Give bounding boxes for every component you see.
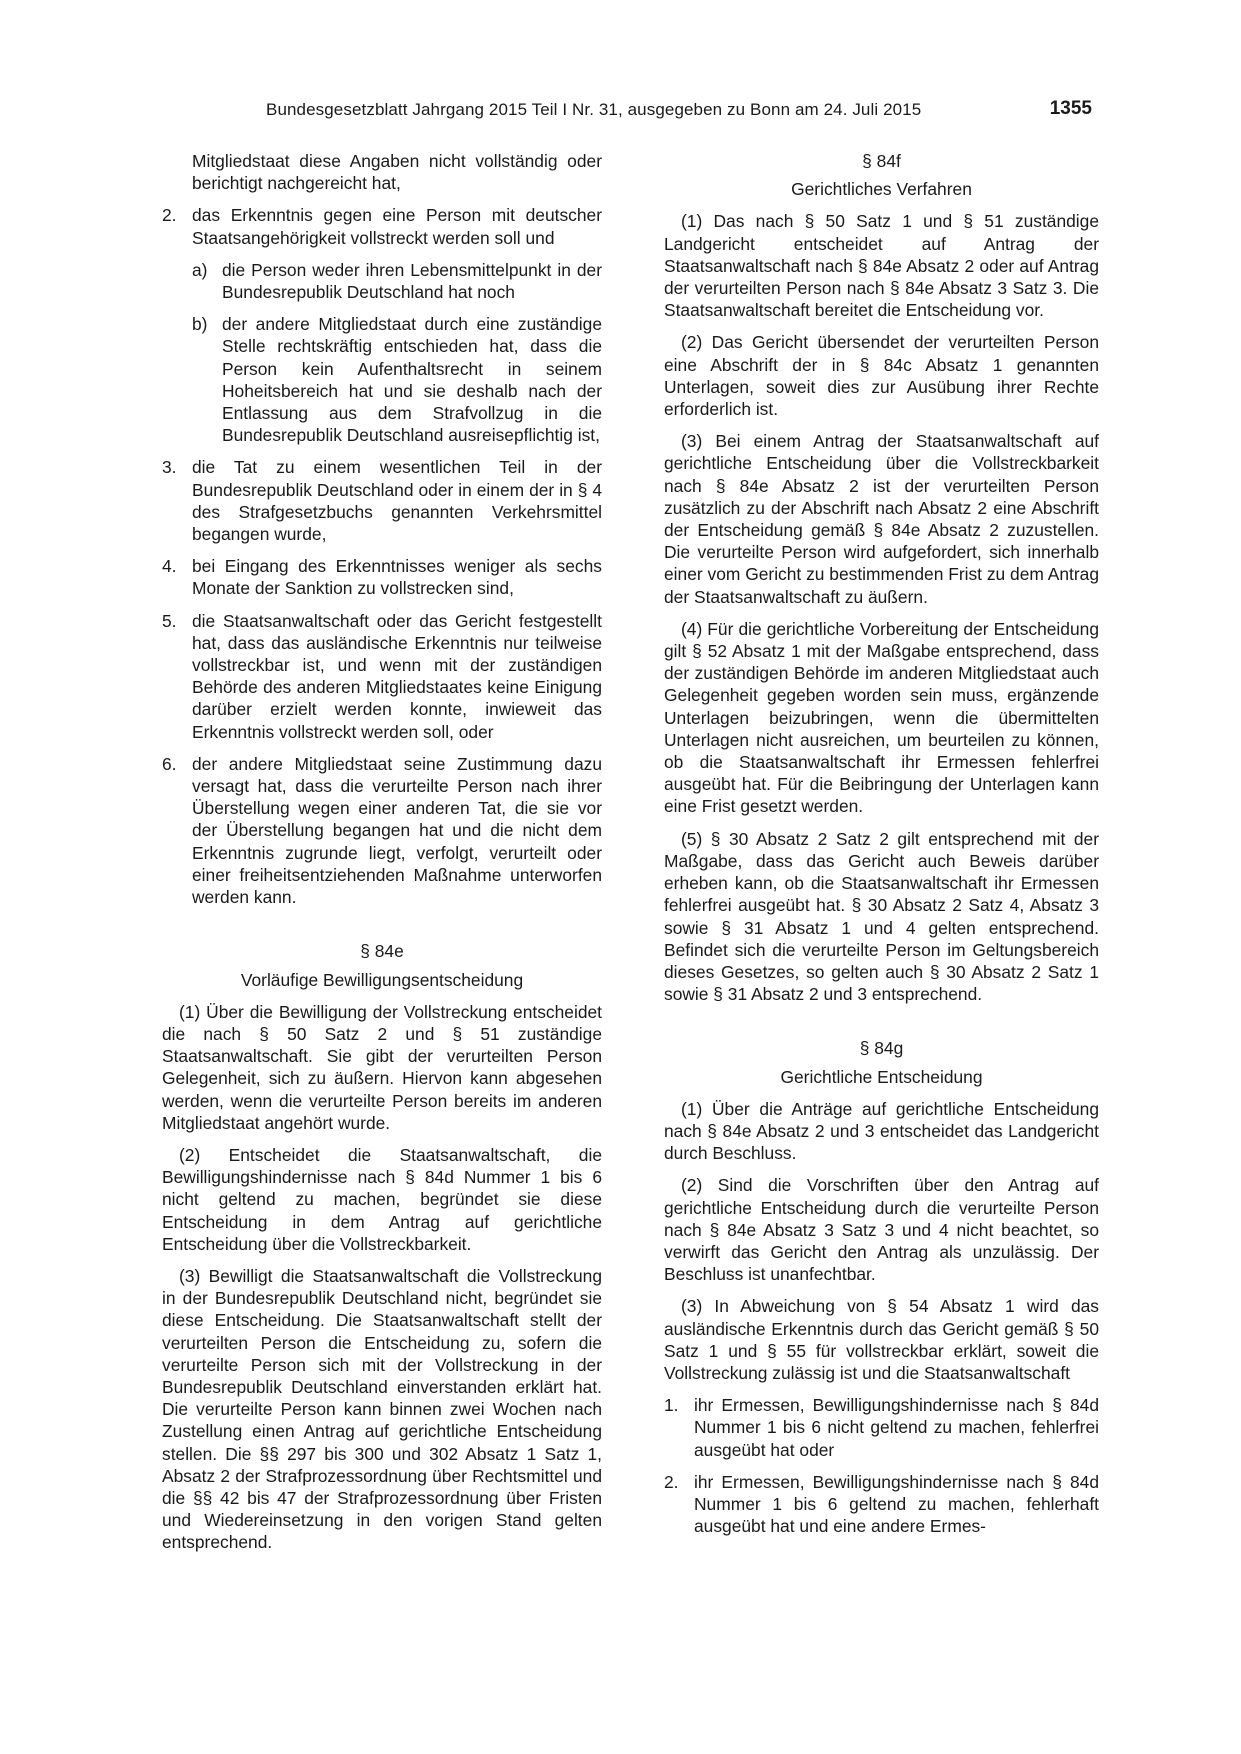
section-title-84e: Vorläufige Bewilligungsentscheidung	[240, 969, 524, 990]
paragraph: (3) Bei einem Antrag der Staatsanwaltschaft auf gerichtliche Entscheidung über die Vollstreckbarkeit nach § 84e Absatz 2 ist der verurteilten Person zusätzlich zu der Abschrift nach Absatz 2 eine Abschrift der Entscheidung gemäß § 84e Absatz 2 zuzustellen. Die verurteilte Person wird aufgefordert, sich innerhalb einer vom Gericht zu bestimmenden Frist zu dem Antrag der Staatsanwaltschaft zu äußern.	[664, 431, 1099, 607]
sub-list-item	[192, 259, 602, 303]
paragraph: (3) In Abweichung von § 54 Absatz 1 wird das ausländische Erkenntnis durch das Gericht gemäß § 50 Satz 1 und § 55 für vollstreckbar erklärt, soweit die Vollstreckung zulässig ist und die Staatsanwaltschaft	[664, 1296, 1099, 1383]
list-text: der andere Mitgliedstaat seine Zustimmung dazu versagt hat, dass die verurteilte Person nach ihrer Überstellung wegen einer anderen Tat, die sie vor der Überstellung begangen hat und die nicht dem Erkenntnis zugrunde liegt, verfolgt, verurteilt oder einer freiheitsentziehenden Maßnahme unterworfen werden kann.	[192, 753, 602, 908]
left-column	[162, 150, 602, 1564]
paragraph: (2) Das Gericht übersendet der verurteilten Person eine Abschrift der in § 84c Absatz 1 genannten Unterlagen, soweit dies zur Ausübung ihrer Rechte erforderlich ist.	[664, 332, 1099, 420]
sub-list-text: die Person weder ihren Lebensmittelpunkt in der Bundesrepublik Deutschland hat noch	[222, 259, 602, 303]
list-text: die Staatsanwaltschaft oder das Gericht festgestellt hat, dass das ausländische Erkenntnis nur teilweise vollstreckbar ist, und wenn mit der zuständigen Behörde des anderen Mitgliedstaates keine Einigung darüber erzielt werden konnte, inwieweit das Erkenntnis vollstreckt werden soll, oder	[192, 610, 602, 742]
running-header	[150, 98, 1092, 128]
section-heading-84g: § 84g	[859, 1038, 904, 1059]
list-number: 5.	[162, 610, 177, 631]
paragraph: (1) Über die Anträge auf gerichtliche Entscheidung nach § 84e Absatz 2 und 3 entscheidet das Landgericht durch Beschluss.	[664, 1098, 1099, 1164]
sub-list-item	[192, 313, 602, 446]
section-heading-84e: § 84e	[360, 941, 404, 962]
list-item	[664, 1394, 1099, 1461]
paragraph: (5) § 30 Absatz 2 Satz 2 gilt entsprechend mit der Maßgabe, dass das Gericht auch Beweis darüber erheben kann, ob die Staatsanwaltschaft ihr Ermessen fehlerfrei ausgeübt hat. § 30 Absatz 2 Satz 4, Absatz 3 sowie § 31 Absatz 1 und 4 gelten entsprechend. Befindet sich die verurteilte Person im Geltungsbereich dieses Gesetzes, so gelten auch § 30 Absatz 2 Satz 1 sowie § 31 Absatz 2 und 3 entsprechend.	[664, 828, 1099, 1005]
list-item	[664, 1471, 1099, 1538]
list-number: 4.	[162, 556, 177, 577]
paragraph: (2) Sind die Vorschriften über den Antrag auf gerichtliche Entscheidung durch die verurteilte Person nach § 84e Absatz 3 Satz 3 und 4 nicht beachtet, so verwirft das Gericht den Antrag als unzulässig. Der Beschluss ist unanfechtbar.	[664, 1175, 1099, 1285]
section-title-84g: Gerichtliche Entscheidung	[780, 1066, 983, 1087]
paragraph: (1) Über die Bewilligung der Vollstreckung entscheidet die nach § 50 Satz 2 und § 51 zuständige Staatsanwaltschaft. Sie gibt der verurteilten Person Gelegenheit, sich zu äußern. Hiervon kann abgesehen werden, wenn die verurteilte Person bereits im anderen Mitgliedstaat angehört wurde.	[162, 1001, 602, 1133]
section-heading-84f: § 84f	[862, 151, 901, 171]
list-item	[162, 555, 602, 599]
sub-list-letter: a)	[192, 259, 208, 280]
list-text: das Erkenntnis gegen eine Person mit deutscher Staatsangehörigkeit vollstreckt werden soll und	[192, 205, 602, 248]
paragraph: (2) Entscheidet die Staatsanwaltschaft, die Bewilligungshindernisse nach § 84d Nummer 1 bis 6 nicht geltend zu machen, begründet sie diese Entscheidung in dem Antrag auf gerichtliche Entscheidung über die Vollstreckbarkeit.	[162, 1144, 602, 1254]
running-title: Bundesgesetzblatt Jahrgang 2015 Teil I Nr. 31, ausgegeben zu Bonn am 24. Juli 2015	[266, 100, 922, 119]
list-item	[162, 456, 602, 545]
page-number: 1355	[1049, 98, 1092, 119]
right-column	[664, 150, 1099, 1547]
list-text: bei Eingang des Erkenntnisses weniger als sechs Monate der Sanktion zu vollstrecken sind,	[192, 556, 602, 599]
sub-list-text: der andere Mitgliedstaat durch eine zuständige Stelle rechtskräftig entschieden hat, dass die Person kein Aufenthaltsrecht in seinem Hoheitsbereich hat und sie deshalb nach der Entlassung aus dem Strafvollzug in die Bundesrepublik Deutschland ausreisepflichtig ist,	[222, 314, 602, 446]
paragraph: (4) Für die gerichtliche Vorbereitung der Entscheidung gilt § 52 Absatz 1 mit der Maßgabe entsprechend, dass der zuständigen Behörde im anderen Mitgliedstaat auch Gelegenheit gegeben worden sein muss, ergänzende Unterlagen beizubringen, wenn die übermittelten Unterlagen nicht ausreichen, um beurteilen zu können, ob die Staatsanwaltschaft ihr Ermessen fehlerfrei ausgeübt hat. Für die Beibringung der Unterlagen kann eine Frist gesetzt werden.	[664, 618, 1099, 817]
list-item	[162, 753, 602, 908]
list-number: 2.	[664, 1471, 679, 1492]
list-number: 2.	[162, 205, 177, 226]
sub-list-letter: b)	[192, 314, 208, 335]
list-text: die Tat zu einem wesentlichen Teil in der Bundesrepublik Deutschland oder in einem der in § 4 des Strafgesetzbuchs genannten Verkehrsmittel begangen wurde,	[192, 457, 602, 545]
list-number: 6.	[162, 753, 177, 774]
list-item	[162, 204, 602, 248]
paragraph: (1) Das nach § 50 Satz 1 und § 51 zuständige Landgericht entscheidet auf Antrag der Staatsanwaltschaft nach § 84e Absatz 2 oder auf Antrag der verurteilten Person nach § 84e Absatz 3 Satz 3. Die Staatsanwaltschaft bereitet die Entscheidung vor.	[664, 211, 1099, 321]
list-number: 1.	[664, 1395, 679, 1416]
paragraph: (3) Bewilligt die Staatsanwaltschaft die Vollstreckung in der Bundesrepublik Deutschland nicht, begründet sie diese Entscheidung. Die Staatsanwaltschaft stellt der verurteilten Person die Entscheidung zu, sofern die verurteilte Person sich mit der Vollstreckung in der Bundesrepublik Deutschland einverstanden erklärt hat. Die verurteilte Person kann binnen zwei Wochen nach Zustellung einen Antrag auf gerichtliche Entscheidung stellen. Die §§ 297 bis 300 und 302 Absatz 1 Satz 1, Absatz 2 der Strafprozessordnung über Rechtsmittel und die §§ 42 bis 47 der Strafprozessordnung über Fristen und Wiedereinsetzung in den vorigen Stand gelten entsprechend.	[162, 1265, 602, 1553]
list-number: 3.	[162, 457, 177, 478]
list-text: ihr Ermessen, Bewilligungshindernisse nach § 84d Nummer 1 bis 6 geltend zu machen, fehlerhaft ausgeübt hat und eine andere Ermes-	[694, 1471, 1099, 1537]
continued-text: Mitgliedstaat diese Angaben nicht vollständig oder berichtigt nachgereicht hat,	[192, 151, 602, 194]
list-item	[162, 610, 602, 743]
section-title-84f: Gerichtliches Verfahren	[791, 179, 972, 200]
list-text: ihr Ermessen, Bewilligungshindernisse nach § 84d Nummer 1 bis 6 nicht geltend zu machen, fehlerfrei ausgeübt hat oder	[694, 1395, 1099, 1460]
